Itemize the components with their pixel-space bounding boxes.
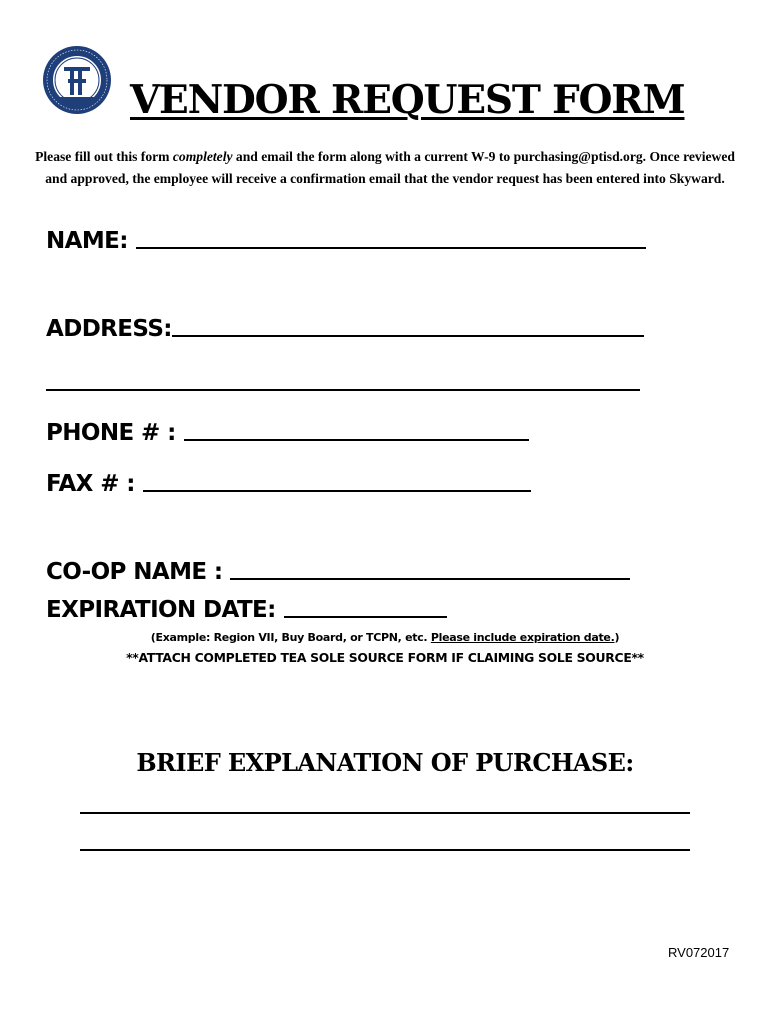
address-input-line[interactable]	[172, 334, 644, 337]
district-seal-icon	[42, 45, 112, 115]
coop-note-underlined: Please include expiration date.	[430, 631, 615, 644]
coop-name-field	[46, 559, 630, 585]
expiration-date-input-line[interactable]	[284, 615, 447, 618]
explanation-line-2[interactable]	[80, 849, 690, 851]
revision-code: RV072017	[668, 945, 730, 960]
fax-field	[46, 471, 531, 497]
fax-label: FAX # :	[46, 471, 135, 497]
phone-label: PHONE # :	[46, 420, 176, 446]
coop-name-label: CO-OP NAME :	[46, 559, 223, 585]
name-input-line[interactable]	[136, 246, 646, 249]
coop-note-close: )	[614, 631, 620, 644]
instructions-part2: and email the form along with a current W-9 to purchasing@ptisd.org. Once reviewed and approved, the employee will receive a confirmation email that the vendor request has been entered into Skyward.	[45, 149, 735, 186]
instructions-emphasis: completely	[172, 149, 233, 164]
explanation-line-1[interactable]	[80, 812, 690, 814]
expiration-date-field	[46, 597, 447, 623]
address-second-line[interactable]	[46, 389, 640, 391]
form-title: VENDOR REQUEST FORM	[130, 77, 685, 123]
name-label: NAME:	[46, 228, 128, 254]
coop-note-text: (Example: Region VII, Buy Board, or TCPN, etc.	[150, 631, 431, 644]
address-field	[46, 316, 644, 342]
sole-source-note: **ATTACH COMPLETED TEA SOLE SOURCE FORM IF CLAIMING SOLE SOURCE**	[126, 650, 644, 665]
district-logo	[42, 45, 112, 115]
phone-input-line[interactable]	[184, 438, 529, 441]
phone-field	[46, 420, 529, 446]
instructions-text	[30, 146, 740, 189]
fax-input-line[interactable]	[143, 489, 531, 492]
explanation-heading: BRIEF EXPLANATION OF PURCHASE:	[136, 748, 634, 777]
name-field	[46, 228, 646, 254]
expiration-date-label: EXPIRATION DATE:	[46, 597, 276, 623]
coop-name-input-line[interactable]	[230, 577, 630, 580]
coop-example-note	[0, 631, 770, 644]
address-label: ADDRESS:	[46, 316, 172, 342]
instructions-part1: Please fill out this form	[35, 149, 173, 164]
